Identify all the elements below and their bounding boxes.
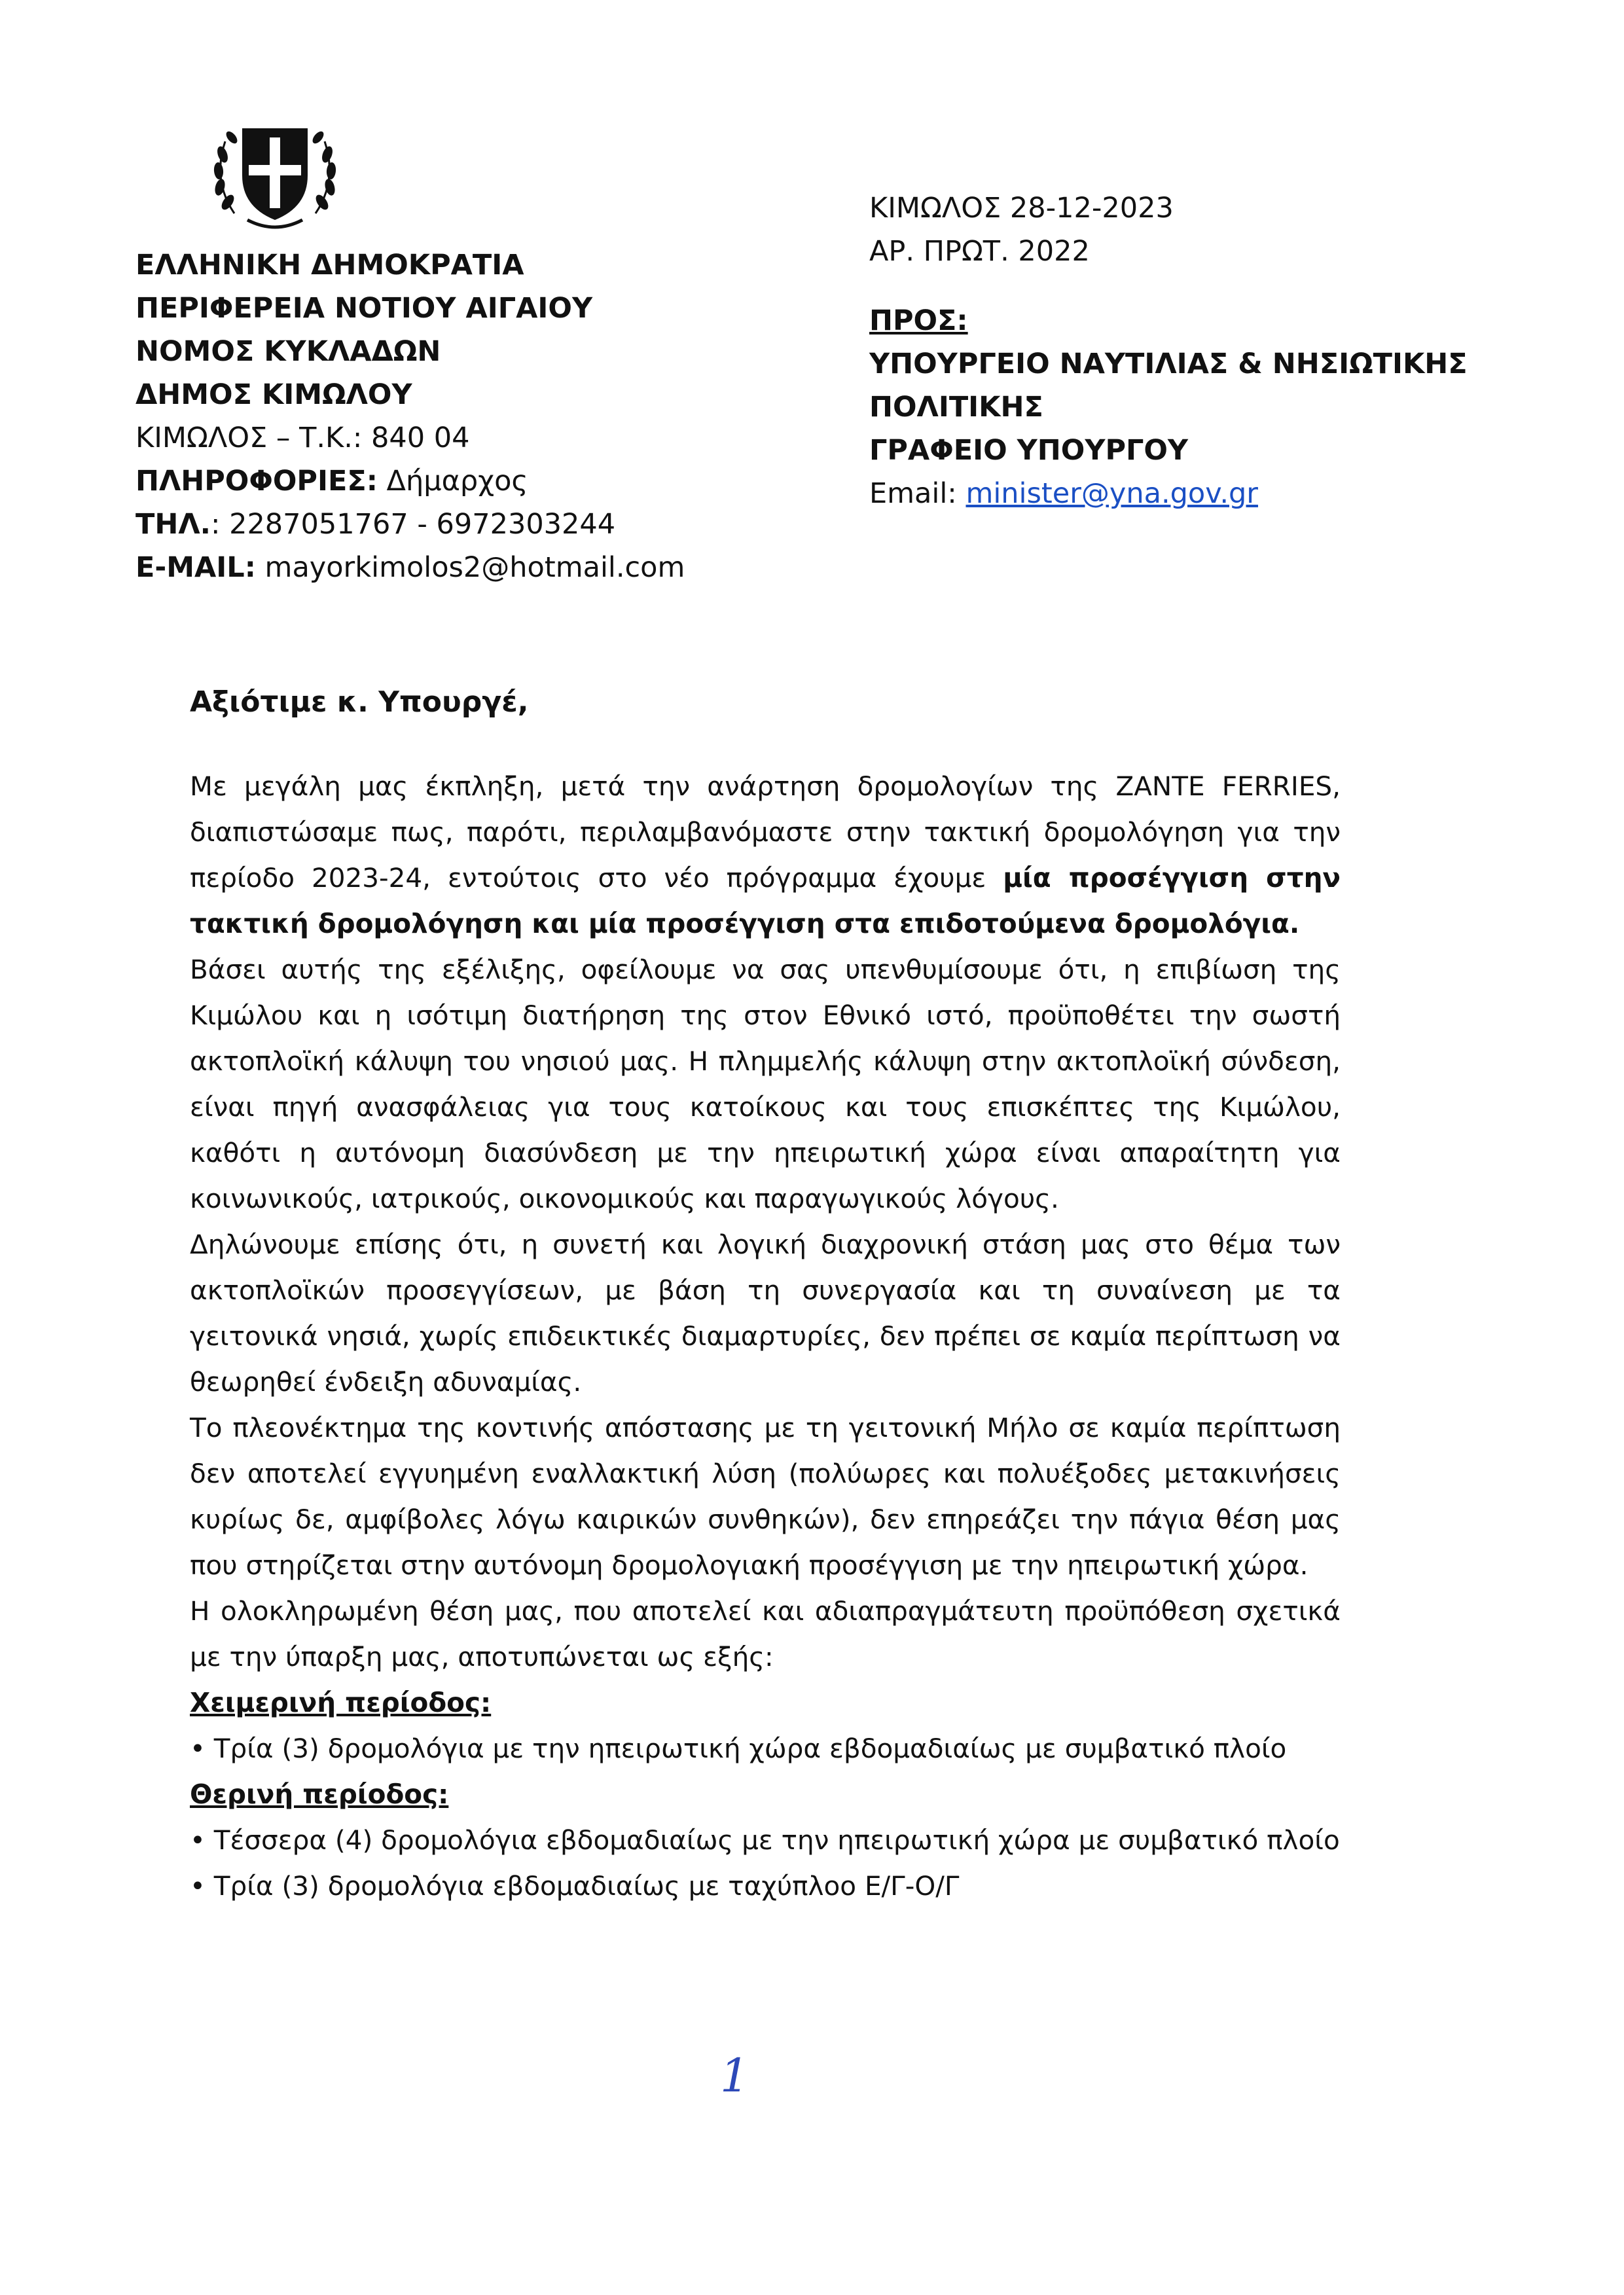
- paragraph-3: Δηλώνουμε επίσης ότι, η συνετή και λογική διαχρονική στάση μας στο θέμα των ακτοπλοϊκών προσεγγίσεων, με βάση τη συνεργασία και τη συναίνεση με τα γειτονικά νησιά, χωρίς επιδεικτικές διαμαρτυρίες, δεν πρέπει σε καμία περίπτωση να θεωρηθεί ένδειξη αδυναμίας.: [190, 1229, 1341, 1398]
- paragraph-5: Η ολοκληρωμένη θέση μας, που αποτελεί και αδιαπραγμάτευτη προϋπόθεση σχετικά με την ύπαρξη μας, αποτυπώνεται ως εξής:: [190, 1595, 1341, 1672]
- sender-email-label: E-MAIL:: [135, 551, 256, 584]
- summer-section-heading: Θερινή περίοδος:: [190, 1779, 449, 1810]
- sender-address: ΚΙΜΩΛΟΣ – Τ.Κ.: 840 04: [135, 422, 470, 454]
- sender-prefecture: ΝΟΜΟΣ ΚΥΚΛΑΔΩΝ: [135, 335, 441, 368]
- recipient-email-label: Email:: [869, 477, 966, 510]
- winter-section-heading: Χειμερινή περίοδος:: [190, 1687, 492, 1718]
- paragraph-1-text: Με μεγάλη μας έκπληξη, μετά την ανάρτηση δρομολογίων της ZANTE FERRIES, διαπιστώσαμε πως, παρότι, περιλαμβανόμαστε στην τακτική δρομολόγηση για την περίοδο 2023-24, εντούτοις στο νέο πρόγραμμα έχουμε: [190, 770, 1341, 894]
- sender-region: ΠΕΡΙΦΕΡΕΙΑ ΝΟΤΙΟΥ ΑΙΓΑΙΟΥ: [135, 292, 593, 325]
- sender-info: [135, 460, 725, 503]
- sender-block: [135, 244, 725, 589]
- sender-phone: [135, 503, 725, 546]
- paragraph-1-bold: μία προσέγγιση στην τακτική δρομολόγηση και μία προσέγγιση στα επιδοτούμενα δρομολόγια.: [190, 862, 1341, 939]
- sender-country: ΕΛΛΗΝΙΚΗ ΔΗΜΟΚΡΑΤΙΑ: [135, 249, 524, 281]
- recipient-line-2: ΠΟΛΙΤΙΚΗΣ: [869, 391, 1043, 424]
- summer-item-1: • Τέσσερα (4) δρομολόγια εβδομαδιαίως με την ηπειρωτική χώρα με συμβατικό πλοίο: [190, 1824, 1340, 1856]
- recipient-email-link[interactable]: minister@yna.gov.gr: [965, 477, 1258, 510]
- paragraph-2: Βάσει αυτής της εξέλιξης, οφείλουμε να σας υπενθυμίσουμε ότι, η επιβίωση της Κιμώλου και η ισότιμη διατήρηση της στον Εθνικό ιστό, προϋποθέτει την σωστή ακτοπλοϊκή κάλυψη του νησιού μας. Η πλημμελής κάλυψη στην ακτοπλοϊκή σύνδεση, είναι πηγή ανασφάλειας για τους κατοίκους και τους επισκέπτες της Κιμώλου, καθότι η αυτόνομη διασύνδεση με την ηπειρωτική χώρα είναι απαραίτητη για κοινωνικούς, ιατρικούς, οικονομικούς και παραγωγικούς λόγους.: [190, 954, 1341, 1214]
- paragraph-1: [190, 763, 1341, 947]
- sender-phone-value: : 2287051767 - 6972303244: [210, 508, 616, 541]
- sender-phone-label: ΤΗΛ.: [135, 508, 211, 541]
- sender-email-value: mayorkimolos2@hotmail.com: [255, 551, 685, 584]
- recipient-line-1: ΥΠΟΥΡΓΕΙΟ ΝΑΥΤΙΛΙΑΣ & ΝΗΣΙΩΤΙΚΗΣ: [869, 348, 1468, 380]
- page-number: 1: [720, 2049, 749, 2103]
- greek-coat-of-arms-emblem: [208, 115, 342, 234]
- meta-block: [869, 187, 1524, 515]
- paragraph-4: Το πλεονέκτημα της κοντινής απόστασης με τη γειτονική Μήλο σε καμία περίπτωση δεν αποτελεί εγγυημένη εναλλακτική λύση (πολύωρες και πολυέξοδες μετακινήσεις κυρίως δε, αμφίβολες λόγω καιρικών συνθηκών), δεν επηρεάζει την πάγια θέση μας που στηρίζεται στην αυτόνομη δρομολογιακή προσέγγιση με την ηπειρωτική χώρα.: [190, 1412, 1341, 1581]
- winter-item-1: • Τρία (3) δρομολόγια με την ηπειρωτική χώρα εβδομαδιαίως με συμβατικό πλοίο: [190, 1733, 1287, 1764]
- to-label: ΠΡΟΣ:: [869, 304, 968, 337]
- recipient-email: [869, 472, 1524, 515]
- letter-body: [190, 763, 1341, 1909]
- salutation: Αξιότιμε κ. Υπουργέ,: [190, 685, 529, 719]
- sender-info-value: Δήμαρχος: [377, 465, 528, 497]
- protocol-number: ΑΡ. ΠΡΩΤ. 2022: [869, 235, 1090, 268]
- place-date: ΚΙΜΩΛΟΣ 28-12-2023: [869, 192, 1174, 225]
- sender-email: [135, 546, 725, 589]
- recipient-line-3: ΓΡΑΦΕΙΟ ΥΠΟΥΡΓΟΥ: [869, 434, 1189, 467]
- sender-municipality: ΔΗΜΟΣ ΚΙΜΩΛΟΥ: [135, 378, 412, 411]
- summer-item-2: • Τρία (3) δρομολόγια εβδομαδιαίως με ταχύπλοο Ε/Γ-Ο/Γ: [190, 1870, 960, 1902]
- sender-info-label: ΠΛΗΡΟΦΟΡΙΕΣ:: [135, 465, 378, 497]
